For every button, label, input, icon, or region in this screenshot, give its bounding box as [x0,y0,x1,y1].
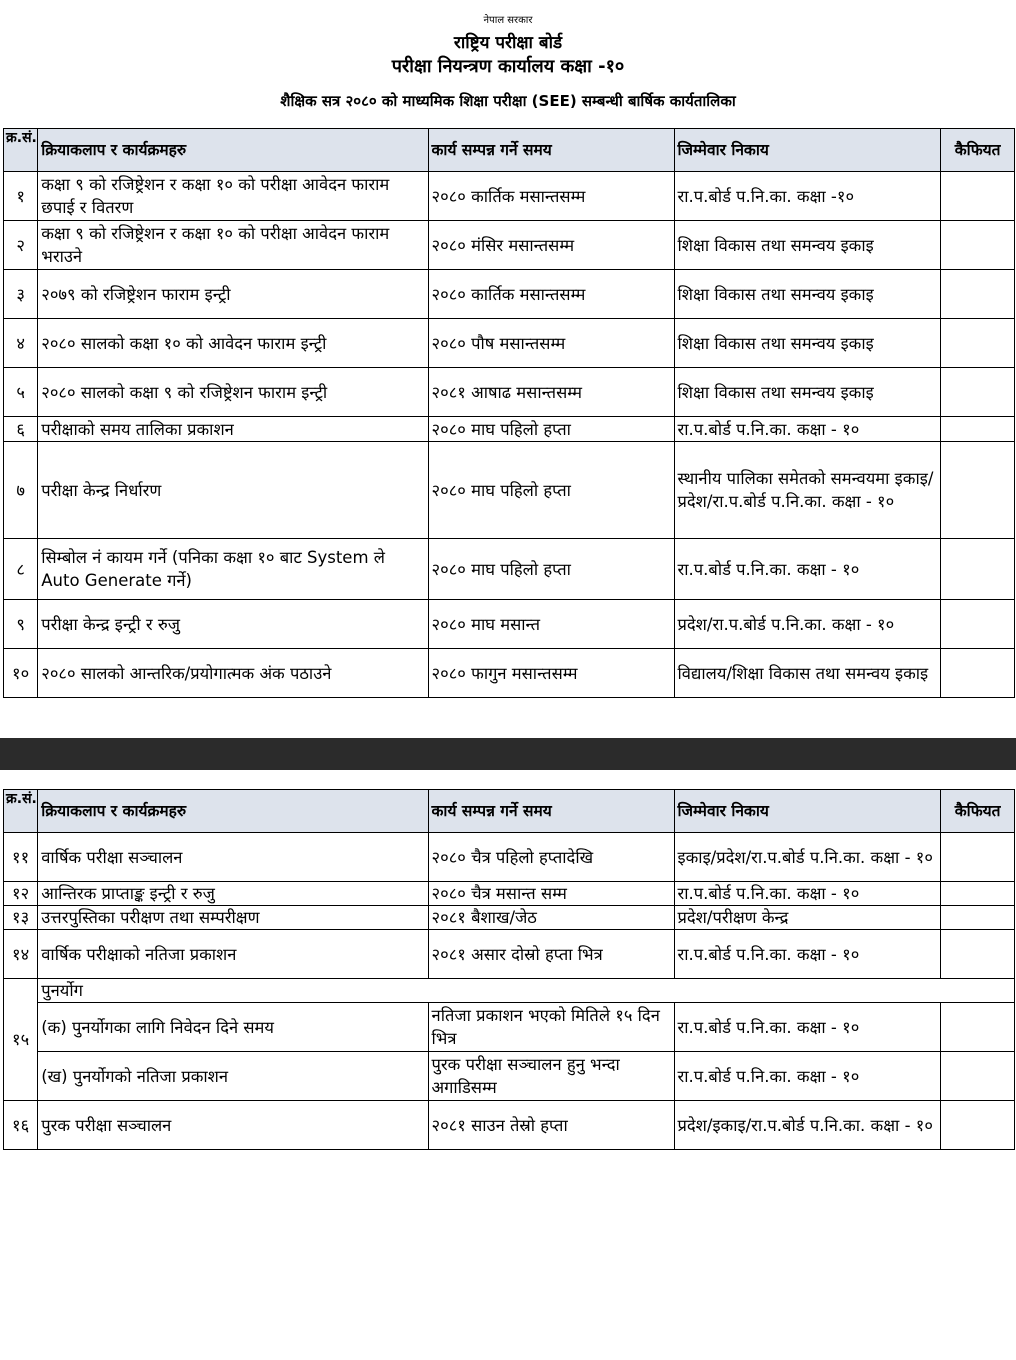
row-remarks [941,1101,1015,1150]
row-time: २०८० पौष मसान्तसम्म [428,319,674,368]
row-remarks [941,1003,1015,1052]
row-remarks [941,906,1015,930]
row-activity: कक्षा ९ को रजिष्ट्रेशन र कक्षा १० को परीक्षा आवेदन फाराम भराउने [38,221,428,270]
table-row [4,882,1015,906]
col-header-remarks: कैफियत [941,129,1015,172]
row-time: २०८० कार्तिक मसान्तसम्म [428,172,674,221]
row-body: रा.प.बोर्ड प.नि.का. कक्षा - १० [674,417,941,442]
row-sn: १५ [4,979,38,1101]
row-remarks [941,600,1015,649]
row-time: २०८० कार्तिक मसान्तसम्म [428,270,674,319]
row-time: २०८१ बैशाख/जेठ [428,906,674,930]
row-sn: ४ [4,319,38,368]
table-row [4,1003,1015,1052]
row-remarks [941,882,1015,906]
schedule-table-1 [3,128,1015,698]
row-body: रा.प.बोर्ड प.नि.का. कक्षा - १० [674,1052,941,1101]
row-time: २०८० चैत्र मसान्त सम्म [428,882,674,906]
row-activity: आन्तिरक प्राप्ताङ्क इन्ट्री र रुजु [38,882,428,906]
row-group-label: पुनर्योग [38,979,1015,1003]
row-activity: परीक्षा केन्द्र निर्धारण [38,442,428,539]
board-title: राष्ट्रिय परीक्षा बोर्ड [453,33,563,53]
row-remarks [941,833,1015,882]
row-time: २०८० चैत्र पहिलो हप्तादेखि [428,833,674,882]
row-remarks [941,539,1015,600]
row-body: प्रदेश/परीक्षण केन्द्र [674,906,941,930]
table-row [4,906,1015,930]
table-header-row [4,790,1015,833]
row-remarks [941,221,1015,270]
table-row [4,1052,1015,1101]
col-header-time: कार्य सम्पन्न गर्ने समय [428,790,674,833]
row-remarks [941,930,1015,979]
row-remarks [941,649,1015,698]
row-activity: २०७९ को रजिष्ट्रेशन फाराम इन्ट्री [38,270,428,319]
row-time: २०८० माघ पहिलो हप्ता [428,442,674,539]
row-time: २०८० माघ पहिलो हप्ता [428,417,674,442]
col-header-sn: क्र.सं. [4,129,38,172]
row-remarks [941,368,1015,417]
row-activity: परीक्षा केन्द्र इन्ट्री र रुजु [38,600,428,649]
table-row [4,368,1015,417]
table-row [4,442,1015,539]
row-remarks [941,319,1015,368]
table-row [4,979,1015,1003]
table-row [4,270,1015,319]
row-time: २०८१ असार दोस्रो हप्ता भित्र [428,930,674,979]
row-sn: ९ [4,600,38,649]
row-sn: ५ [4,368,38,417]
row-remarks [941,442,1015,539]
row-activity: वार्षिक परीक्षाको नतिजा प्रकाशन [38,930,428,979]
row-activity: (क) पुनर्योगका लागि निवेदन दिने समय [38,1003,428,1052]
row-body: शिक्षा विकास तथा समन्वय इकाइ [674,221,941,270]
row-body: रा.प.बोर्ड प.नि.का. कक्षा - १० [674,1003,941,1052]
row-time: २०८० फागुन मसान्तसम्म [428,649,674,698]
row-sn: ११ [4,833,38,882]
table-row [4,930,1015,979]
row-activity: पुरक परीक्षा सञ्चालन [38,1101,428,1150]
row-sn: ७ [4,442,38,539]
col-header-time: कार्य सम्पन्न गर्ने समय [428,129,674,172]
row-time: पुरक परीक्षा सञ्चालन हुनु भन्दा अगाडिसम्म [428,1052,674,1101]
row-sn: १ [4,172,38,221]
row-time: २०८० माघ मसान्त [428,600,674,649]
row-activity: उत्तरपुस्तिका परीक्षण तथा सम्परीक्षण [38,906,428,930]
col-header-remarks: कैफियत [941,790,1015,833]
col-header-body: जिम्मेवार निकाय [674,129,941,172]
row-activity: २०८० सालको कक्षा ९ को रजिष्ट्रेशन फाराम इन्ट्री [38,368,428,417]
row-time: नतिजा प्रकाशन भएको मितिले १५ दिन भित्र [428,1003,674,1052]
row-remarks [941,270,1015,319]
col-header-body: जिम्मेवार निकाय [674,790,941,833]
row-time: २०८० मंसिर मसान्तसम्म [428,221,674,270]
row-sn: ३ [4,270,38,319]
col-header-sn: क्र.सं. [4,790,38,833]
row-activity: २०८० सालको कक्षा १० को आवेदन फाराम इन्ट्री [38,319,428,368]
row-activity: परीक्षाको समय तालिका प्रकाशन [38,417,428,442]
row-body: विद्यालय/शिक्षा विकास तथा समन्वय इकाइ [674,649,941,698]
row-body: स्थानीय पालिका समेतको समन्वयमा इकाइ/प्रदेश/रा.प.बोर्ड प.नि.का. कक्षा - १० [674,442,941,539]
table-row [4,833,1015,882]
row-sn: २ [4,221,38,270]
row-body: इकाइ/प्रदेश/रा.प.बोर्ड प.नि.का. कक्षा - १० [674,833,941,882]
row-sn: ८ [4,539,38,600]
row-remarks [941,1052,1015,1101]
row-sn: १४ [4,930,38,979]
row-sn: १३ [4,906,38,930]
table-row [4,319,1015,368]
table-row [4,221,1015,270]
row-sn: १० [4,649,38,698]
row-remarks [941,417,1015,442]
row-body: शिक्षा विकास तथा समन्वय इकाइ [674,319,941,368]
row-body: रा.प.बोर्ड प.नि.का. कक्षा -१० [674,172,941,221]
table-header-row [4,129,1015,172]
table-row [4,600,1015,649]
row-body: प्रदेश/इकाइ/रा.प.बोर्ड प.नि.का. कक्षा - १० [674,1101,941,1150]
table-row [4,1101,1015,1150]
row-sn: ६ [4,417,38,442]
table-row [4,539,1015,600]
row-body: शिक्षा विकास तथा समन्वय इकाइ [674,368,941,417]
row-body: रा.प.बोर्ड प.नि.का. कक्षा - १० [674,930,941,979]
row-sn: १६ [4,1101,38,1150]
table-row [4,649,1015,698]
office-title: परीक्षा नियन्त्रण कार्यालय कक्षा -१० [391,56,625,77]
row-body: प्रदेश/रा.प.बोर्ड प.नि.का. कक्षा - १० [674,600,941,649]
table-row [4,172,1015,221]
row-remarks [941,172,1015,221]
col-header-activity: क्रियाकलाप र कार्यक्रमहरु [38,790,428,833]
row-time: २०८१ साउन तेस्रो हप्ता [428,1101,674,1150]
schedule-table-2 [3,789,1015,1150]
row-activity: २०८० सालको आन्तरिक/प्रयोगात्मक अंक पठाउने [38,649,428,698]
row-time: २०८० माघ पहिलो हप्ता [428,539,674,600]
row-body: रा.प.बोर्ड प.नि.का. कक्षा - १० [674,539,941,600]
row-body: रा.प.बोर्ड प.नि.का. कक्षा - १० [674,882,941,906]
row-activity: (ख) पुनर्योगको नतिजा प्रकाशन [38,1052,428,1101]
row-activity: कक्षा ९ को रजिष्ट्रेशन र कक्षा १० को परीक्षा आवेदन फाराम छपाई र वितरण [38,172,428,221]
table-row [4,417,1015,442]
page-divider-bar [0,738,1016,770]
schedule-title: शैक्षिक सत्र २०८० को माध्यमिक शिक्षा परीक्षा (SEE) सम्बन्धी बार्षिक कार्यतालिका [280,92,736,110]
row-body: शिक्षा विकास तथा समन्वय इकाइ [674,270,941,319]
row-time: २०८१ आषाढ मसान्तसम्म [428,368,674,417]
row-activity: वार्षिक परीक्षा सञ्चालन [38,833,428,882]
government-label: नेपाल सरकार [483,15,533,26]
col-header-activity: क्रियाकलाप र कार्यक्रमहरु [38,129,428,172]
row-activity: सिम्बोल नं कायम गर्ने (पनिका कक्षा १० बाट System ले Auto Generate गर्ने) [38,539,428,600]
row-sn: १२ [4,882,38,906]
